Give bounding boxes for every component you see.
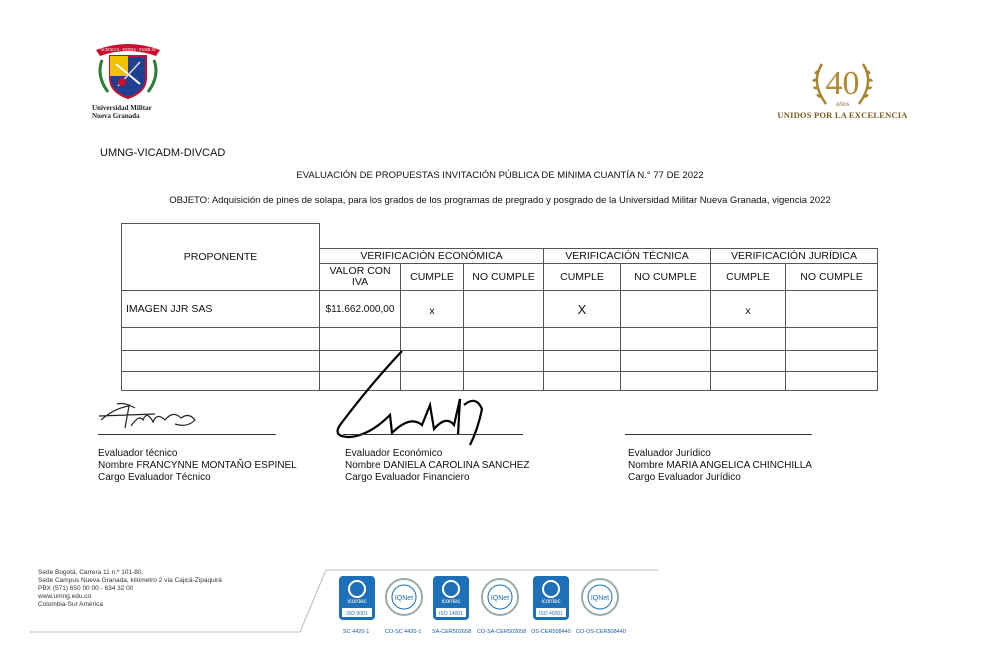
anniversary-logo [770, 58, 915, 124]
subheader-valor: VALOR CON IVA [320, 264, 401, 291]
group-header-economica: VERIFICACIÓN ECONÓMICA [320, 249, 544, 264]
icontec-icon [338, 575, 376, 621]
cert-code: OS-CER508440 [531, 629, 571, 635]
signature-tecnico [95, 398, 205, 434]
cert-iqnet-1 [384, 575, 422, 621]
icontec-icon [432, 575, 470, 621]
icontec-icon [532, 575, 570, 621]
cell-eco-cumple: x [401, 291, 464, 328]
university-line-1: Universidad Militar [92, 104, 152, 112]
subheader-jur-no-cumple: NO CUMPLE [786, 264, 878, 291]
signature-block-economico [345, 448, 530, 484]
signature-name: Nombre FRANCYNNE MONTAÑO ESPINEL [98, 460, 297, 471]
iqnet-icon [580, 575, 620, 621]
cert-label: icontec [441, 599, 461, 605]
cell-jur-no-cumple [786, 291, 878, 328]
university-line-2: Nueva Granada [92, 112, 140, 120]
university-logo [92, 40, 164, 124]
footer-address-2: Sede Campus Nueva Granada, kilómetro 2 vía Cajicá-Zipaquirá [38, 577, 222, 584]
signature-role: Evaluador técnico [98, 448, 178, 459]
cell-eco-no-cumple [464, 291, 544, 328]
signature-line-economico [343, 434, 523, 435]
laurel-icon [770, 58, 915, 110]
university-name [92, 104, 152, 120]
signature-name: Nombre MARIA ANGELICA CHINCHILLA [628, 460, 812, 471]
footer-phone: PBX (571) 650 00 00 - 634 32 00 [38, 585, 134, 592]
cert-iso: ISO 45001 [539, 611, 563, 617]
table-row [122, 291, 878, 328]
iqnet-icon [384, 575, 424, 621]
signature-cargo: Cargo Evaluador Jurídico [628, 472, 741, 483]
anniversary-slogan: UNIDOS POR LA EXCELENCIA [777, 110, 908, 120]
signature-role: Evaluador Jurídico [628, 448, 711, 459]
document-objeto: OBJETO: Adquisición de pines de solapa, para los grados de los programas de pregrado y posgrado de la Universidad Militar Nueva Granada, vigencia 2022 [169, 195, 831, 206]
anniversary-number: 40 [825, 65, 860, 102]
cell-proponente: IMAGEN JJR SAS [122, 291, 320, 328]
subheader-jur-cumple: CUMPLE [711, 264, 786, 291]
cert-iqnet-2 [480, 575, 518, 621]
iqnet-icon [480, 575, 520, 621]
group-header-juridica: VERIFICACIÓN JURÍDICA [711, 249, 878, 264]
cert-label: IQNet [590, 595, 610, 602]
signature-name: Nombre DANIELA CAROLINA SANCHEZ [345, 460, 530, 471]
anniversary-small: AÑOS [835, 103, 850, 108]
cell-tec-cumple: X [544, 291, 621, 328]
cert-iqnet-3 [580, 575, 618, 621]
cert-icontec-9001 [338, 575, 376, 621]
footer-web[interactable]: www.umng.edu.co [38, 593, 92, 600]
ribbon-text: ACIENCIA · PATRIA · FAMILIA [100, 47, 156, 52]
signature-cargo: Cargo Evaluador Técnico [98, 472, 211, 483]
cert-label: icontec [541, 599, 561, 605]
footer-address [38, 569, 222, 609]
cert-code: CO-SA-CER502658 [477, 629, 527, 635]
cert-label: IQNet [490, 595, 510, 602]
subheader-eco-no-cumple: NO CUMPLE [464, 264, 544, 291]
cell-jur-cumple: x [711, 291, 786, 328]
group-header-tecnica: VERIFICACIÓN TÉCNICA [544, 249, 711, 264]
cert-code: CO-OS-CER508440 [576, 629, 626, 635]
signature-line-juridico [625, 434, 812, 435]
signature-block-juridico [628, 448, 812, 484]
cell-tec-no-cumple [621, 291, 711, 328]
university-shield-icon [92, 40, 164, 102]
cert-icontec-45001 [532, 575, 570, 621]
cert-icontec-14001 [432, 575, 470, 621]
cert-label: IQNet [394, 595, 414, 602]
subheader-eco-cumple: CUMPLE [401, 264, 464, 291]
cert-iso: ISO 14001 [439, 611, 463, 617]
document-reference: UMNG-VICADM-DIVCAD [100, 147, 226, 159]
cell-valor: $11.662.000,00 [320, 291, 401, 328]
subheader-tec-cumple: CUMPLE [544, 264, 621, 291]
proponente-header: PROPONENTE [122, 224, 320, 291]
footer-region: Colombia-Sur América [38, 601, 104, 608]
cert-iso: ISO 9001 [346, 611, 368, 617]
cert-code: CO-SC 4420-1 [385, 629, 422, 635]
footer-address-1: Sede Bogotá, Carrera 11 n.º 101-80, [38, 569, 144, 576]
signature-role: Evaluador Económico [345, 448, 443, 459]
subheader-tec-no-cumple: NO CUMPLE [621, 264, 711, 291]
cert-code: SA-CER502658 [432, 629, 472, 635]
page-title: EVALUACIÓN DE PROPUESTAS INVITACIÓN PÚBLICA DE MINIMA CUANTÍA N.° 77 DE 2022 [296, 170, 704, 181]
signature-economico [330, 345, 500, 455]
cert-code: SC 4420-1 [343, 629, 370, 635]
cert-label: icontec [347, 599, 367, 605]
signature-cargo: Cargo Evaluador Financiero [345, 472, 470, 483]
signature-line-tecnico [98, 434, 276, 435]
signature-block-tecnico [98, 448, 297, 484]
